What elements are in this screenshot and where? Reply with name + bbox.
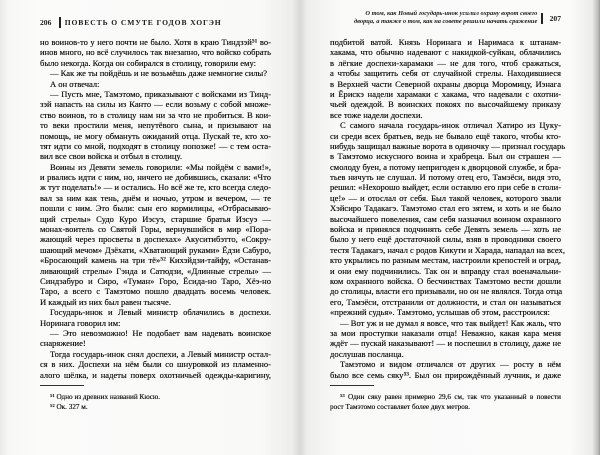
running-header (354, 10, 561, 26)
text-line: но воинов-то у него почти не было. Хотя в краю Тиндзэй⁵¹ во- (40, 37, 271, 47)
text-line: до столицы, власти его призывали, но он не являлся. Тогда отца (330, 286, 563, 297)
text-line: «Бросающий камень на три тё»⁵² Кихэйдзи-тайфу, «Останав- (40, 255, 271, 266)
text-line: ство воинов, то в столицу нам ни за что не пробиться. В кои- (40, 109, 271, 120)
text-line: Государь-инок и Левый министр облачились в доспехи. (50, 307, 271, 318)
text-line: — Это невозможно! Не подобает вам надевать воинское (50, 327, 271, 338)
text-line: монах-воитель со Святой Горы, вернувшийся в мир «Пора- (40, 224, 271, 235)
text-line: а чтобы защитить себя от случайной стрелы. Находившиеся (330, 68, 561, 79)
text-line: си среди всех братьев, ведь не бывало ещё такого, чтобы кто- (330, 130, 561, 141)
footnote-line: ⁵¹ Одно из древних названий Кюсю. (50, 393, 161, 401)
running-title (354, 10, 537, 26)
footnote (330, 393, 561, 412)
footnote (40, 393, 271, 403)
paragraph (40, 37, 271, 68)
text-line: «прежний судья». Тамэтомо, услышав об этом, расстроился: (330, 307, 550, 318)
text-line: А он отвечал: (50, 78, 100, 89)
text-line: ся в них. Доспехи на нём были со шнуровкой из пламенно- (40, 359, 271, 370)
page-number: 206 (40, 18, 52, 27)
running-title-line: дворца, а также о том, как на совете решили начать сражение (353, 18, 538, 25)
text-line: в Верхней части Северной охраны дворца Моромицу, Иэнага (330, 78, 561, 89)
paragraph (330, 359, 561, 380)
text-line: и они ему подчинились. Так он и вправду стал военачальни- (330, 265, 561, 276)
text-line: Тамэтомо и видом отличался от других — росту в нём (340, 359, 561, 370)
paragraph (40, 307, 271, 328)
text-line: его, Тамэёси, отстранили от должности, и стал он называться (330, 296, 561, 307)
text-line: пошли с ним. Это были: сын его кормилицы, «Отбрасываю- (40, 203, 271, 214)
text-line: — Как же ты пойдёшь и не возьмёшь даже немногие силы? (50, 68, 268, 79)
text-line: нибудь защищал важные ворота в одиночку — признал государь (330, 140, 566, 151)
page-number: 207 (549, 13, 561, 23)
text-line: все тоже надели доспехи. (330, 109, 423, 120)
paragraph (330, 318, 561, 360)
paragraph (330, 120, 566, 318)
text-line: и Ёрискэ надели харамаки с хакама, что надевали с охотни- (330, 88, 561, 99)
footnote-line: рост Тамэтомо составляет более двух метров. (330, 402, 471, 411)
footnote-line: ⁵³ Один сяку равен примерно 29,6 см, так что указанный в повести (340, 393, 561, 401)
paragraph (40, 79, 271, 89)
text-line: высочайшего повеления, сам себя назначил воином охранного (330, 213, 561, 224)
header-divider (541, 13, 542, 24)
text-line: подбитой ватой. Князь Норинага и Наримаса к штанам- (330, 37, 561, 47)
text-line: хакама, что обычно надевают с накидкой-суйкан, облачились (330, 47, 561, 58)
text-line: тьев ничуть не слушал. И потому отец его, Тамэёси, видя это, (330, 172, 561, 183)
body-text (40, 37, 271, 380)
paragraph (330, 37, 561, 120)
text-line: тят идти со мной, подходят в столицу попозже! — с тем оста- (40, 140, 271, 151)
text-line: шающий мечом» Дзёхати, «Хватающий руками» Ёдзи Сабуро, (40, 244, 271, 255)
text-line: смолоду буен, а потому непригоден к дворцовой службе, и бра- (330, 161, 561, 172)
text-line: щий стрелы» Судо Куро Иэсуэ, старшие братья Иэсуэ — (40, 213, 271, 224)
text-line: инов много, но всё случилось так внезапно, что войско собрать (40, 47, 271, 58)
footnote (40, 403, 271, 413)
text-line: решил: «Нехорошо выйдет, если оставлю его при себе в столи- (330, 182, 561, 193)
text-line: алого шёлка, и надеты поверх охотничьей одежды-каригину, (40, 369, 271, 380)
paragraph (40, 89, 271, 162)
paragraph (40, 349, 271, 380)
footnotes (40, 393, 271, 412)
text-line: Норинага говорил им: (40, 317, 121, 328)
text-line: Хэйсиро Тадакагэ. Тамэтомо стал его зятем, и хоть и не было (330, 203, 561, 214)
text-line: помощь, не могу обмануть ожиданий отца. Пускай те, кто хо- (40, 130, 271, 141)
text-line: войска и принялся подчинять себе Девять земель — хоть не (330, 224, 561, 235)
text-line: Таро, а всего с Тамэтомо пошло двадцать восемь человек. (40, 286, 271, 297)
text-line: Тогда государь-инок снял доспехи, а Левый министр остал- (50, 348, 271, 359)
text-line: вил все свои войска и отбыл в столицу. (40, 151, 182, 162)
text-line: то веки простили меня, непутёвого сына, и призывают на (40, 120, 271, 131)
text-line: ливающий стрелы» Гэнда и Сатюдзи, «Длинные стрелы» — (40, 265, 271, 276)
paragraph (40, 328, 271, 349)
text-line: кто укрылись по разным местам, настроили крепостей и оград, (330, 255, 561, 266)
text-line: снаряжение! (40, 338, 86, 349)
running-title: ПОВЕСТЬ О СМУТЕ ГОДОВ ХОГЭН (64, 18, 222, 27)
footnote-rule (330, 385, 374, 386)
text-line: — Пусть мне, Тамэтомо, приказывают с войсками из Тинд- (50, 88, 271, 99)
text-line: было все семь сяку⁵³. Был он прирождённый лучник, и даже (330, 369, 561, 380)
text-line: в лёгкие доспехи-харамаки — не для того, чтоб сражаться, (330, 57, 561, 68)
footnotes (330, 393, 561, 412)
paragraph (40, 162, 271, 307)
header-divider (59, 17, 60, 28)
text-line: ком охранного войска. О бесчинствах Тамэтомо вести дошли (330, 275, 561, 286)
text-line: было некогда. Когда он собирался в столицу, говорили ему: (40, 57, 256, 68)
text-line: — Вот уж и не думал я вовсе, что так выйдет! Как жаль, что (340, 317, 561, 328)
text-line: Синдзабуро и Сиро, «Туман» Горо, Ёсида-но Таро, Хёэ-но (40, 275, 271, 286)
right-page (330, 0, 566, 455)
paragraph (40, 68, 271, 78)
text-line: зэй напасть на силы из Канто — если возьму с собой множе- (40, 99, 271, 110)
text-line: за мои проступки наказали отца! Неважно, какая кара меня (330, 327, 561, 338)
text-line: жающий через просветы в доспехах» Акуситибэтто, «Сокру- (40, 234, 271, 245)
body-text (330, 37, 566, 380)
text-line: ждёт — пускай наказывают! — и поспешил в столицу, даже не (330, 338, 561, 349)
text-line: было у него ещё достаточной силы, взяв в проводники своего (330, 234, 561, 245)
text-line: чьей одеждой. В воинских покоях по высочайшему приказу (330, 99, 561, 110)
text-line: вал за ним как тень, днём и ночью, утром и вечером, — те (40, 192, 271, 203)
footnote-rule (40, 385, 84, 386)
running-header (40, 17, 222, 28)
text-line: тестя Тадакагэ, начал с родов Кикути и Харада, нападал на всех, (330, 244, 565, 255)
text-line: И каждый из них был равен тысяче. (40, 296, 171, 307)
text-line: дослушав посланца. (330, 348, 404, 359)
text-line: в Тамэтомо искусного воина и храбреца. Был он страшен — (330, 151, 561, 162)
running-title-line: О том, как Новый государь-инок усилил охрану ворот своего (365, 10, 538, 17)
text-line: Воины из Девяти земель говорили: «Мы пойдём с вами!», (50, 161, 271, 172)
text-line: ж тут поделать!» — и остались. Но всё же те, кто всегда следо- (40, 182, 271, 193)
text-line: це!» — и отослал от себя. Был такой человек, которого звали (330, 192, 561, 203)
text-line: и рвались идти с ним, но, ничего не добившись, сказали: «Что (40, 172, 271, 183)
footnote-line: ⁵² Ок. 327 м. (50, 402, 88, 411)
text-line: С самого начала государь-инок отличал Хатиро из Цуку- (340, 120, 561, 131)
left-page (40, 0, 271, 455)
